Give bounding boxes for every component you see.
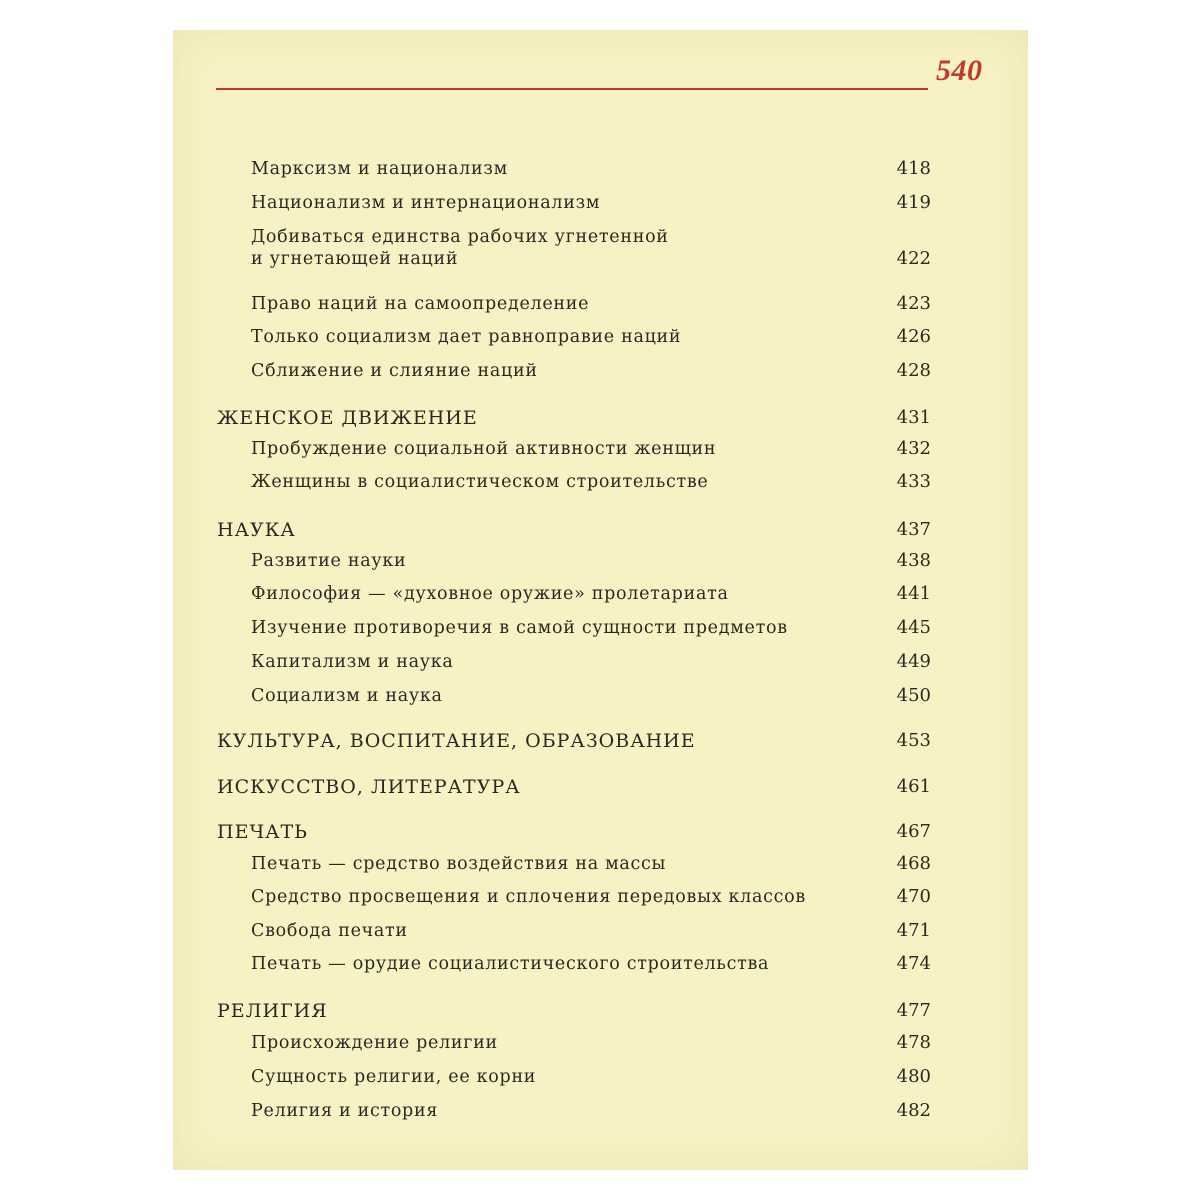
toc-title-line: НАУКА: [217, 519, 296, 541]
toc-page-number: 433: [896, 471, 931, 492]
toc-title-line: Средство просвещения и сплочения передовых классов: [251, 887, 806, 907]
toc-page-number: 449: [896, 651, 931, 672]
toc-page-number: 474: [896, 953, 931, 974]
toc-page-number: 438: [896, 550, 931, 571]
toc-title-line: Женщины в социалистическом строительстве: [251, 472, 709, 492]
toc-page-number: 423: [896, 293, 931, 314]
toc-item-title: [251, 920, 408, 942]
toc-page-number: 478: [896, 1032, 931, 1053]
toc-page-number: 432: [896, 438, 931, 459]
toc-title-line: ЖЕНСКОЕ ДВИЖЕНИЕ: [217, 407, 478, 429]
book-page: [173, 30, 1028, 1170]
toc-title-line: Национализм и интернационализм: [251, 193, 601, 213]
header-rule: [216, 88, 928, 90]
toc-title-line: Философия — «духовное оружие» пролетариата: [251, 584, 729, 604]
toc-page-number: 437: [896, 519, 931, 540]
toc-item-title: [251, 293, 589, 315]
toc-page-number: 445: [896, 617, 931, 638]
toc-page-number: 418: [896, 158, 931, 179]
toc-item-title: [251, 617, 788, 639]
toc-item-title: [251, 226, 669, 270]
toc-title-line: Марксизм и национализм: [251, 159, 508, 179]
toc-title-line: ПЕЧАТЬ: [217, 821, 308, 843]
toc-title-line: Печать — орудие социалистического строительства: [251, 954, 770, 974]
toc-page-number: 461: [896, 776, 931, 797]
toc-page-number: 428: [896, 360, 931, 381]
toc-page-number: 453: [896, 730, 931, 751]
toc-title-line: Сближение и слияние наций: [251, 361, 538, 381]
toc-page-number: 480: [896, 1066, 931, 1087]
toc-title-line: РЕЛИГИЯ: [217, 1000, 328, 1022]
toc-page-number: 431: [896, 407, 931, 428]
toc-section-title: [217, 820, 308, 844]
toc-title-line: Добиваться единства рабочих угнетенной: [251, 227, 669, 247]
toc-title-line: Право наций на самоопределение: [251, 294, 590, 314]
toc-item-title: [251, 886, 806, 908]
toc-section-title: [217, 775, 521, 799]
toc-title-line: Развитие науки: [251, 551, 407, 571]
toc-page-number: 419: [896, 192, 931, 213]
toc-title-line: Религия и история: [251, 1101, 439, 1121]
toc-title-line: и угнетающей наций: [251, 249, 459, 269]
toc-page-number: 441: [896, 583, 931, 604]
toc-item-title: [251, 685, 443, 707]
toc-item-title: [251, 550, 406, 572]
toc-item-title: [251, 471, 708, 493]
toc-page-number: 467: [896, 821, 931, 842]
toc-page-number: 482: [896, 1100, 931, 1121]
toc-item-title: [251, 438, 716, 460]
toc-item-title: [251, 1100, 438, 1122]
toc-title-line: Только социализм дает равноправие наций: [251, 327, 682, 347]
toc-item-title: [251, 326, 681, 348]
toc-title-line: КУЛЬТУРА, ВОСПИТАНИЕ, ОБРАЗОВАНИЕ: [217, 730, 696, 752]
toc-title-line: Происхождение религии: [251, 1033, 498, 1053]
toc-page-number: 471: [896, 920, 931, 941]
toc-item-title: [251, 651, 454, 673]
toc-item-title: [251, 360, 538, 382]
toc-title-line: ИСКУССТВО, ЛИТЕРАТУРА: [217, 776, 521, 798]
toc-page-number: 470: [896, 886, 931, 907]
toc-item-title: [251, 853, 666, 875]
toc-title-line: Социализм и наука: [251, 686, 443, 706]
toc-section-title: [217, 729, 696, 753]
toc-item-title: [251, 192, 600, 214]
toc-title-line: Свобода печати: [251, 921, 408, 941]
toc-item-title: [251, 583, 729, 605]
toc-page-number: 422: [896, 248, 931, 269]
toc-page-number: 468: [896, 853, 931, 874]
toc-section-title: [217, 406, 478, 430]
toc-page-number: 477: [896, 1000, 931, 1021]
toc-title-line: Изучение противоречия в самой сущности предметов: [251, 618, 788, 638]
page-number: 540: [936, 54, 983, 87]
toc-item-title: [251, 1066, 536, 1088]
toc-title-line: Пробуждение социальной активности женщин: [251, 439, 717, 459]
toc-page-number: 426: [896, 326, 931, 347]
toc-title-line: Сущность религии, ее корни: [251, 1067, 537, 1087]
toc-item-title: [251, 953, 769, 975]
toc-section-title: [217, 518, 296, 542]
toc-title-line: Печать — средство воздействия на массы: [251, 854, 667, 874]
toc-section-title: [217, 999, 328, 1023]
toc-item-title: [251, 158, 508, 180]
toc-title-line: Капитализм и наука: [251, 652, 454, 672]
toc-page-number: 450: [896, 685, 931, 706]
toc-item-title: [251, 1032, 498, 1054]
